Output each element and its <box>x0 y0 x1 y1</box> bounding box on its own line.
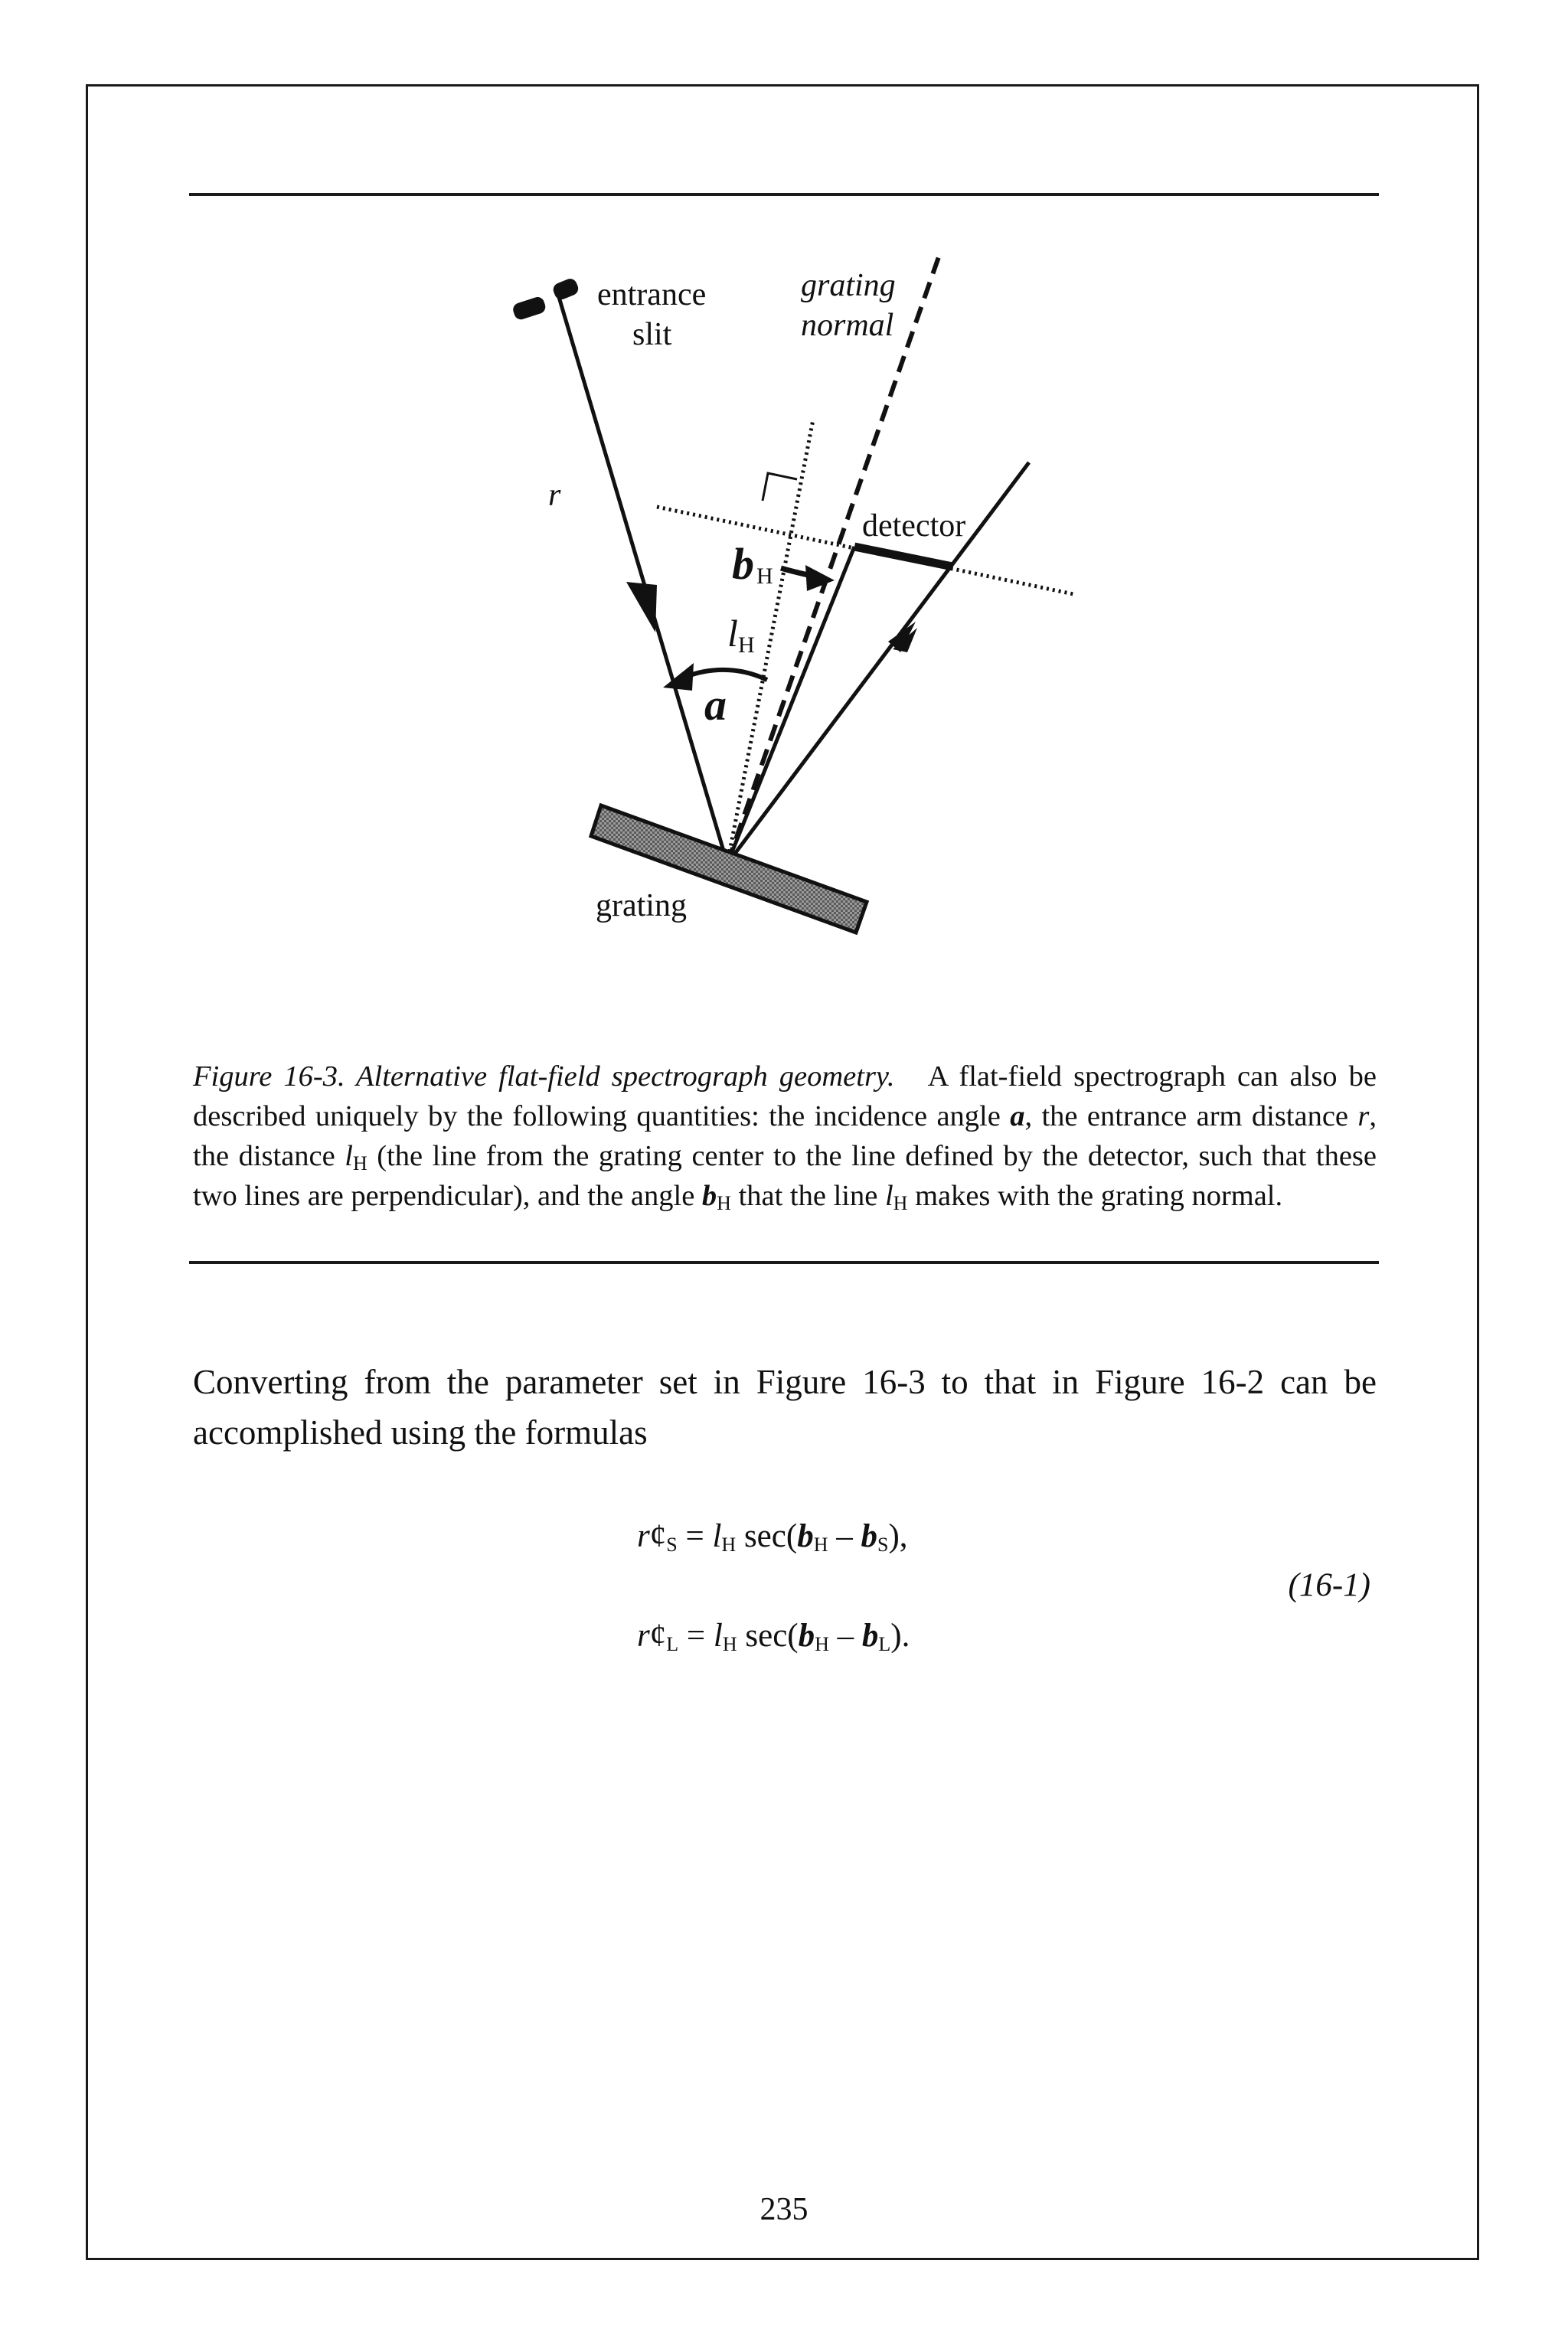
eq2-sec: sec( <box>737 1618 799 1654</box>
eq2-minus: – <box>828 1618 862 1654</box>
eq1-r: r <box>637 1518 650 1554</box>
eq1-b1-sub: H <box>813 1534 828 1556</box>
incident-ray <box>559 297 727 864</box>
bh-sub-label: H <box>756 564 773 589</box>
eq2-b1: b <box>798 1618 815 1654</box>
page-number: 235 <box>760 2192 808 2227</box>
bh-label: b <box>732 539 754 589</box>
eq1-equals: = <box>677 1518 713 1554</box>
eq2-b1-sub: H <box>815 1633 829 1655</box>
lh-label: l <box>727 612 738 655</box>
eq2-r-sub: L <box>666 1633 679 1655</box>
caption-a: a <box>1010 1100 1025 1132</box>
equation-2 <box>637 1617 910 1655</box>
eq2-end: ). <box>890 1618 910 1654</box>
eq1-b2: b <box>861 1518 877 1554</box>
eq2-b2: b <box>861 1618 879 1654</box>
grating-normal-label-line2: normal <box>801 308 894 343</box>
detector-label: detector <box>862 508 966 544</box>
caption-rule <box>189 1261 1379 1264</box>
eq1-sec: sec( <box>736 1518 798 1554</box>
eq1-r-sub: S <box>666 1534 678 1556</box>
caption-l2: l <box>884 1180 893 1212</box>
eq1-minus: – <box>828 1518 861 1554</box>
caption-r: r <box>1357 1100 1370 1132</box>
caption-text-1: A flat-field spectrograph can also be described uniquely by the following quantities: the incidence angle <box>193 1060 1377 1132</box>
angle-bh-arrow-icon <box>805 565 835 591</box>
lh-sub-label: H <box>738 632 755 658</box>
entrance-label-line2: slit <box>632 317 672 352</box>
grating-label: grating <box>596 888 687 923</box>
caption-l-sub: H <box>352 1152 368 1174</box>
caption-text-2: , the entrance arm distance <box>1024 1100 1358 1132</box>
body-paragraph: Converting from the parameter set in Figure 16-3 to that in Figure 16-2 can be accomplished using the formulas <box>193 1363 1377 1452</box>
caption-title: Figure 16-3. Alternative flat-field spectrograph geometry. <box>193 1060 895 1093</box>
equation-1 <box>637 1517 908 1555</box>
eq1-l: l <box>712 1518 722 1554</box>
eq2-r: r <box>637 1618 650 1654</box>
entrance-slit <box>511 276 580 321</box>
eq1-b2-sub: S <box>877 1534 889 1556</box>
caption-b: b <box>701 1180 717 1212</box>
eq1-l-sub: H <box>721 1534 737 1556</box>
caption-text-6: makes with the grating normal. <box>907 1180 1283 1212</box>
caption-text-5: that the line <box>730 1180 885 1212</box>
eq1-b1: b <box>797 1518 814 1554</box>
caption-text-4: (the line from the grating center to the line defined by the detector, such that these two lines are perpendicular), and the angle <box>193 1140 1377 1212</box>
eq2-b2-sub: L <box>878 1633 891 1655</box>
r-label: r <box>548 478 561 513</box>
detector <box>854 547 952 567</box>
diffracted-ray-1 <box>727 547 854 864</box>
right-angle-marker <box>763 473 797 501</box>
caption-l2-sub: H <box>893 1192 908 1214</box>
eq2-prime: ¢ <box>649 1618 667 1654</box>
entrance-label-line1: entrance <box>597 277 707 312</box>
eq2-l: l <box>713 1618 723 1654</box>
spectrograph-figure <box>0 0 1568 995</box>
equation-number: (16-1) <box>1288 1567 1370 1603</box>
grating-normal-label-line1: grating <box>801 268 896 303</box>
caption-b-sub: H <box>717 1192 731 1214</box>
figure-caption <box>193 1057 1377 1216</box>
caption-l: l <box>345 1140 353 1172</box>
eq1-prime: ¢ <box>649 1518 667 1554</box>
eq2-l-sub: H <box>722 1633 737 1655</box>
caption-text-3: , the distance <box>193 1100 1377 1172</box>
eq2-equals: = <box>678 1618 714 1654</box>
eq1-end: ), <box>888 1518 908 1554</box>
angle-a-label: a <box>704 680 727 730</box>
incident-arrow-icon <box>626 582 657 632</box>
